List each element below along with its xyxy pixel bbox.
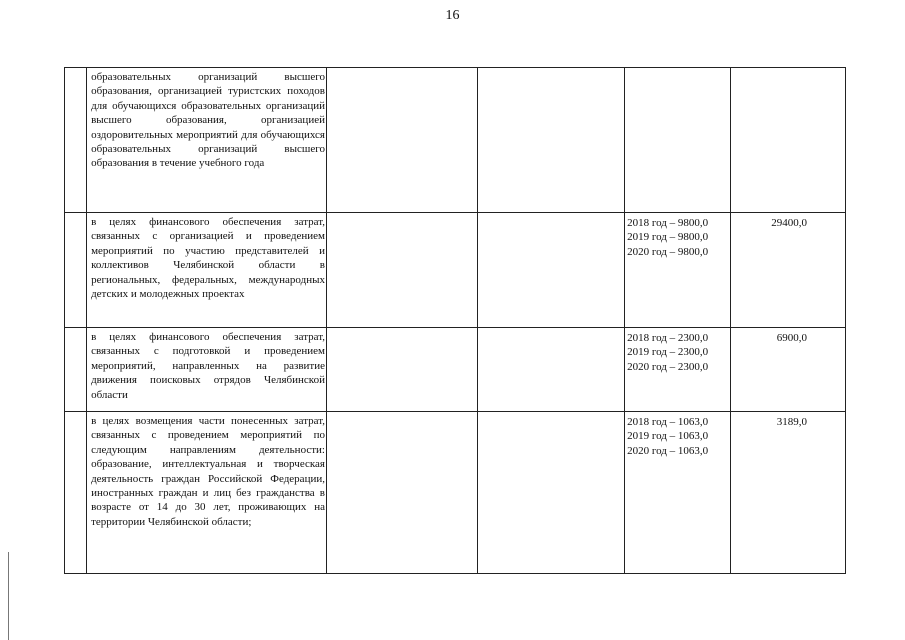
row-number-cell <box>65 328 87 412</box>
year-line: 2019 год – 2300,0 <box>627 346 709 359</box>
empty-cell <box>477 213 625 328</box>
empty-cell <box>326 68 477 213</box>
empty-cell <box>477 412 625 574</box>
description-cell: в целях финансового обеспечения затрат, связанных с организацией и проведением мероприятий по участию представителей и коллективов Челябинской области в региональных, федеральных, международных детских и молодежных проектах <box>87 213 327 328</box>
funding-table <box>64 67 846 574</box>
total-cell: 3189,0 <box>730 412 845 574</box>
year-line: 2020 год – 1063,0 <box>627 444 709 457</box>
table-row <box>65 328 846 412</box>
empty-cell <box>477 328 625 412</box>
page-number: 16 <box>445 8 460 23</box>
total-cell: 29400,0 <box>730 213 845 328</box>
row-number-cell <box>65 213 87 328</box>
year-line: 2019 год – 9800,0 <box>627 231 709 244</box>
empty-cell <box>326 328 477 412</box>
year-line: 2020 год – 2300,0 <box>627 360 709 373</box>
years-cell <box>625 68 730 213</box>
empty-cell <box>477 68 625 213</box>
table-row <box>65 412 846 574</box>
years-cell <box>625 213 730 328</box>
description-cell: образовательных организаций высшего образования, организацией туристских походов для обучающихся образовательных организаций высшего образования, организацией оздоровительных мероприятий для обучающихся образовательных организаций высшего образования в течение учебного года <box>87 68 327 213</box>
year-line: 2020 год – 9800,0 <box>627 245 709 258</box>
empty-cell <box>326 213 477 328</box>
total-cell: 6900,0 <box>730 328 845 412</box>
table-row <box>65 213 846 328</box>
year-line: 2018 год – 9800,0 <box>627 217 709 229</box>
description-cell: в целях финансового обеспечения затрат, связанных с подготовкой и проведением мероприятий, направленных на развитие движения поисковых отрядов Челябинской области <box>87 328 327 412</box>
scan-edge-line <box>8 552 9 640</box>
table-row <box>65 68 846 213</box>
row-number-cell <box>65 412 87 574</box>
year-line: 2019 год – 1063,0 <box>627 430 709 443</box>
year-line: 2018 год – 1063,0 <box>627 416 709 428</box>
years-cell <box>625 328 730 412</box>
year-line: 2018 год – 2300,0 <box>627 332 709 344</box>
total-cell <box>730 68 845 213</box>
empty-cell <box>326 412 477 574</box>
row-number-cell <box>65 68 87 213</box>
description-cell: в целях возмещения части понесенных затрат, связанных с проведением мероприятий по следующим направлениям деятельности: образование, интеллектуальная и творческая деятельность граждан Российской Федерации, иностранных граждан и лиц без гражданства в возрасте от 14 до 30 лет, проживающих на территории Челябинской области; <box>87 412 327 574</box>
years-cell <box>625 412 730 574</box>
